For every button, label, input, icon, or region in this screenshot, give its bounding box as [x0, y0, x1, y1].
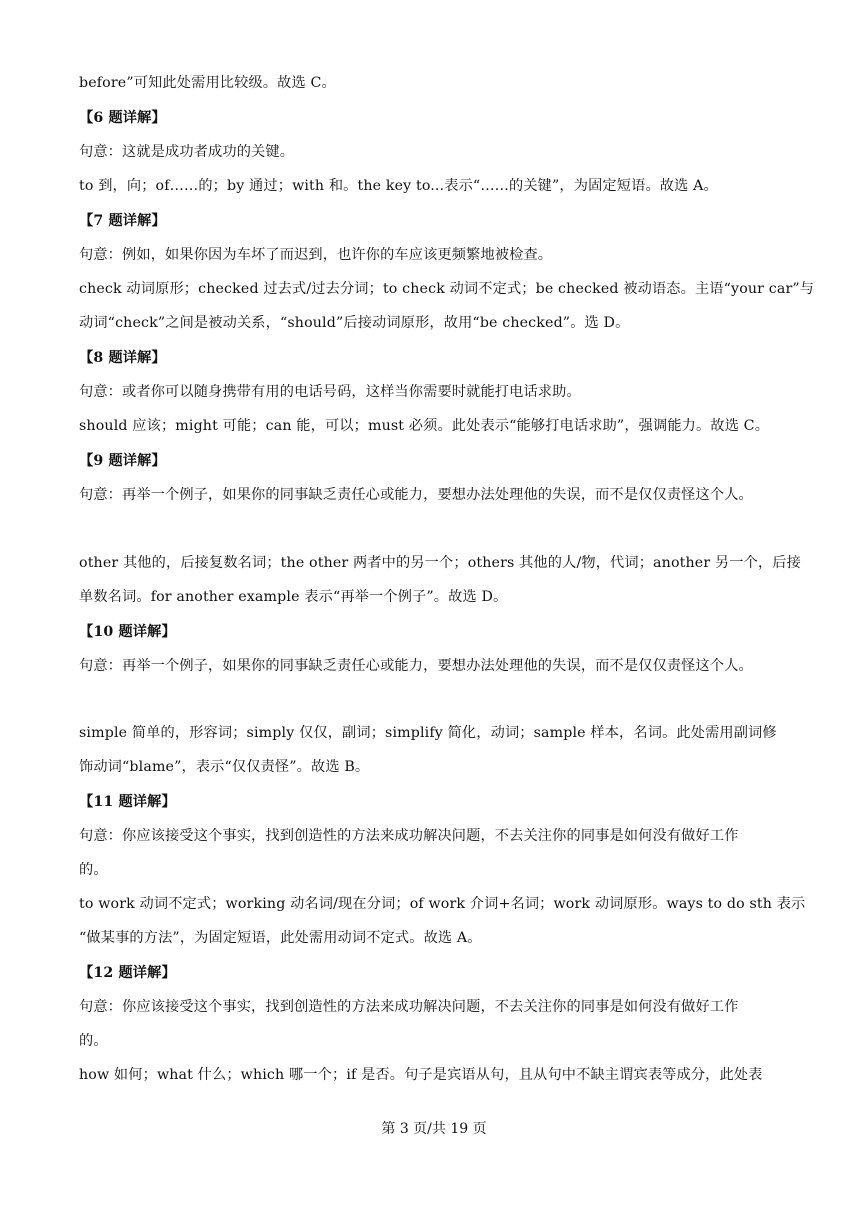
section-heading-q12: 【12 题详解】: [79, 965, 176, 981]
text-line: 句意：再举一个例子，如果你的同事缺乏责任心或能力，要想办法处理他的失误，而不是仅仅责怪这个人。: [79, 658, 753, 674]
section-heading-q11: 【11 题详解】: [79, 794, 176, 810]
text-line: 句意：例如，如果你因为车坏了而迟到，也许你的车应该更频繁地被检查。: [79, 247, 553, 263]
text-line: to work 动词不定式；working 动名词/现在分词；of work 介词+名词；work 动词原形。ways to do sth 表示: [79, 896, 806, 912]
text-line: 饰动词“blame”，表示“仅仅责怪”。故选 B。: [79, 759, 370, 775]
page-number-footer: 第 3 页/共 19 页: [381, 1121, 487, 1137]
text-line: 句意：这就是成功者成功的关键。: [79, 144, 295, 160]
text-line: 单数名词。for another example 表示“再举一个例子”。故选 D。: [79, 589, 508, 605]
text-line: “做某事的方法”，为固定短语，此处需用动词不定式。故选 A。: [79, 930, 482, 946]
text-line: simple 简单的，形容词；simply 仅仅，副词；simplify 简化，动词；sample 样本，名词。此处需用副词修: [79, 725, 777, 741]
text-line: 句意：再举一个例子，如果你的同事缺乏责任心或能力，要想办法处理他的失误，而不是仅仅责怪这个人。: [79, 487, 753, 503]
section-heading-q8: 【8 题详解】: [79, 350, 166, 366]
text-line: 的。: [79, 1033, 108, 1049]
section-heading-q9: 【9 题详解】: [79, 453, 166, 469]
text-line: before”可知此处需用比较级。故选 C。: [79, 75, 336, 91]
text-line: 句意：你应该接受这个事实，找到创造性的方法来成功解决问题，不去关注你的同事是如何没有做好工作: [79, 828, 739, 844]
text-line: 动词“check”之间是被动关系，“should”后接动词原形，故用“be checked”。选 D。: [79, 315, 630, 331]
text-line: check 动词原形；checked 过去式/过去分词；to check 动词不定式；be checked 被动语态。主语“your car”与: [79, 281, 815, 297]
text-line: 的。: [79, 862, 108, 878]
text-line: to 到，向；of……的；by 通过；with 和。the key to...表示“……的关键”，为固定短语。故选 A。: [79, 178, 718, 194]
text-line: 句意：你应该接受这个事实，找到创造性的方法来成功解决问题，不去关注你的同事是如何没有做好工作: [79, 999, 739, 1015]
section-heading-q6: 【6 题详解】: [79, 110, 166, 126]
section-heading-q7: 【7 题详解】: [79, 213, 166, 229]
section-heading-q10: 【10 题详解】: [79, 624, 176, 640]
text-line: should 应该；might 可能；can 能，可以；must 必须。此处表示“能够打电话求助”，强调能力。故选 C。: [79, 418, 770, 434]
text-line: how 如何；what 什么；which 哪一个；if 是否。句子是宾语从句，且从句中不缺主谓宾表等成分，此处表: [79, 1067, 763, 1083]
text-line: 句意：或者你可以随身携带有用的电话号码，这样当你需要时就能打电话求助。: [79, 384, 581, 400]
text-line: other 其他的，后接复数名词；the other 两者中的另一个；others 其他的人/物，代词；another 另一个，后接: [79, 555, 801, 571]
